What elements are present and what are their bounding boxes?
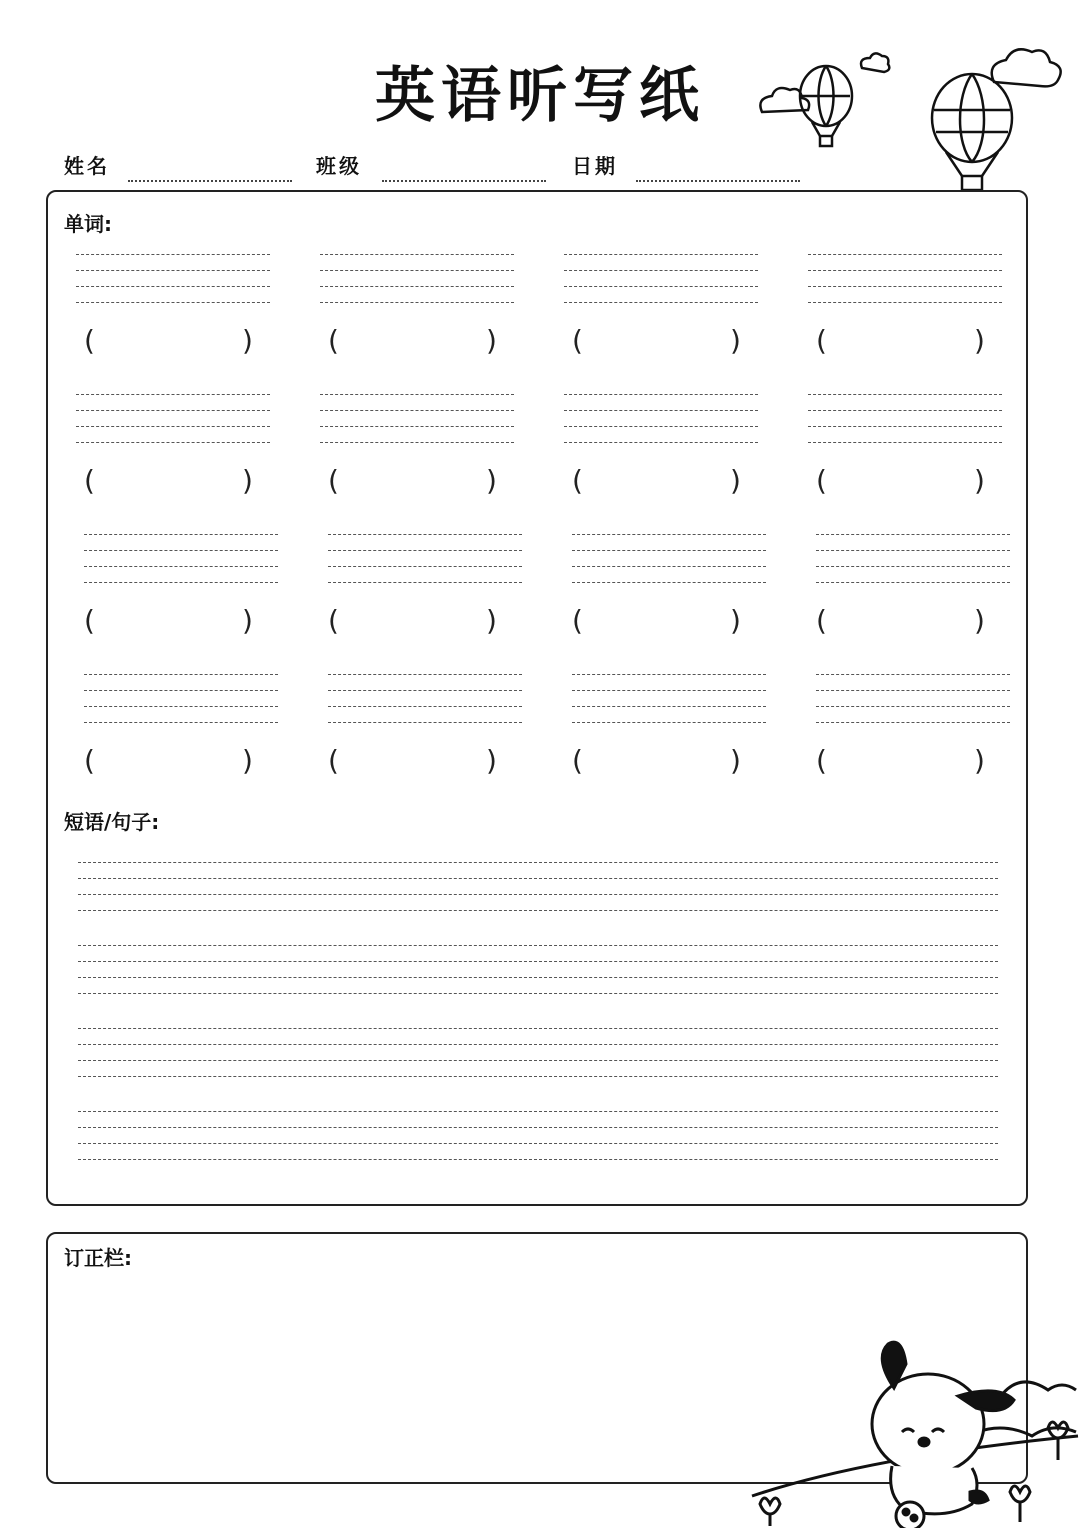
phrase-writing-line[interactable] xyxy=(78,878,998,879)
meaning-paren-close: ) xyxy=(974,604,985,637)
meaning-paren-open: ( xyxy=(816,464,827,497)
word-writing-line[interactable] xyxy=(328,706,522,707)
word-writing-line[interactable] xyxy=(84,582,278,583)
word-writing-line[interactable] xyxy=(816,566,1010,567)
word-writing-line[interactable] xyxy=(320,410,514,411)
meaning-paren-close: ) xyxy=(730,464,741,497)
phrase-writing-line[interactable] xyxy=(78,961,998,962)
phrase-writing-line[interactable] xyxy=(78,910,998,911)
phrase-writing-line[interactable] xyxy=(78,862,998,863)
word-writing-line[interactable] xyxy=(76,254,270,255)
word-writing-line[interactable] xyxy=(816,706,1010,707)
word-writing-line[interactable] xyxy=(564,394,758,395)
word-writing-line[interactable] xyxy=(84,550,278,551)
word-writing-line[interactable] xyxy=(328,550,522,551)
word-writing-line[interactable] xyxy=(84,534,278,535)
phrase-writing-line[interactable] xyxy=(78,1127,998,1128)
word-writing-line[interactable] xyxy=(328,690,522,691)
meaning-paren-open: ( xyxy=(572,324,583,357)
meaning-paren-close: ) xyxy=(486,604,497,637)
phrase-writing-line[interactable] xyxy=(78,977,998,978)
phrase-writing-line[interactable] xyxy=(78,1028,998,1029)
word-writing-line[interactable] xyxy=(320,426,514,427)
meaning-paren-close: ) xyxy=(486,464,497,497)
word-writing-line[interactable] xyxy=(76,302,270,303)
page-title: 英语听写纸 xyxy=(375,61,705,131)
word-writing-line[interactable] xyxy=(76,426,270,427)
meaning-paren-open: ( xyxy=(328,604,339,637)
word-writing-line[interactable] xyxy=(328,722,522,723)
meaning-paren-open: ( xyxy=(328,324,339,357)
word-writing-line[interactable] xyxy=(572,674,766,675)
meaning-paren-close: ) xyxy=(486,324,497,357)
phrase-writing-line[interactable] xyxy=(78,1076,998,1077)
meaning-paren-close: ) xyxy=(242,604,253,637)
name-label: 姓名 xyxy=(64,154,110,178)
word-writing-line[interactable] xyxy=(816,534,1010,535)
phrase-writing-line[interactable] xyxy=(78,1044,998,1045)
word-writing-line[interactable] xyxy=(76,442,270,443)
meaning-paren-open: ( xyxy=(84,324,95,357)
word-writing-line[interactable] xyxy=(808,426,1002,427)
meaning-paren-close: ) xyxy=(242,744,253,777)
word-writing-line[interactable] xyxy=(808,254,1002,255)
word-writing-line[interactable] xyxy=(328,582,522,583)
meaning-paren-close: ) xyxy=(486,744,497,777)
word-writing-line[interactable] xyxy=(572,550,766,551)
date-label: 日期 xyxy=(572,154,618,178)
word-writing-line[interactable] xyxy=(564,302,758,303)
meaning-paren-open: ( xyxy=(328,464,339,497)
word-writing-line[interactable] xyxy=(808,302,1002,303)
word-writing-line[interactable] xyxy=(84,722,278,723)
word-writing-line[interactable] xyxy=(84,706,278,707)
meaning-paren-close: ) xyxy=(730,324,741,357)
phrases-section-label: 短语/句子: xyxy=(64,810,160,834)
cartoon-puppy-with-flowers-icon xyxy=(752,1336,1078,1526)
word-writing-line[interactable] xyxy=(816,722,1010,723)
words-section-label: 单词: xyxy=(64,212,112,236)
correction-section-label: 订正栏: xyxy=(64,1246,132,1270)
word-writing-line[interactable] xyxy=(808,410,1002,411)
word-writing-line[interactable] xyxy=(84,566,278,567)
dictation-panel xyxy=(46,190,1028,1206)
word-writing-line[interactable] xyxy=(320,286,514,287)
word-writing-line[interactable] xyxy=(76,270,270,271)
word-writing-line[interactable] xyxy=(328,534,522,535)
word-writing-line[interactable] xyxy=(816,674,1010,675)
word-writing-line[interactable] xyxy=(564,426,758,427)
word-writing-line[interactable] xyxy=(564,410,758,411)
word-writing-line[interactable] xyxy=(76,286,270,287)
word-writing-line[interactable] xyxy=(808,442,1002,443)
word-writing-line[interactable] xyxy=(84,690,278,691)
word-writing-line[interactable] xyxy=(76,394,270,395)
phrase-writing-line[interactable] xyxy=(78,1159,998,1160)
word-writing-line[interactable] xyxy=(320,270,514,271)
meaning-paren-close: ) xyxy=(974,324,985,357)
meaning-paren-open: ( xyxy=(816,744,827,777)
word-writing-line[interactable] xyxy=(816,582,1010,583)
word-writing-line[interactable] xyxy=(572,690,766,691)
word-writing-line[interactable] xyxy=(816,690,1010,691)
meaning-paren-close: ) xyxy=(974,744,985,777)
name-field[interactable] xyxy=(128,180,292,182)
meaning-paren-open: ( xyxy=(84,744,95,777)
meaning-paren-open: ( xyxy=(816,604,827,637)
meaning-paren-close: ) xyxy=(730,604,741,637)
word-writing-line[interactable] xyxy=(816,550,1010,551)
word-writing-line[interactable] xyxy=(564,286,758,287)
meaning-paren-open: ( xyxy=(328,744,339,777)
meaning-paren-open: ( xyxy=(572,464,583,497)
word-writing-line[interactable] xyxy=(572,534,766,535)
phrase-writing-line[interactable] xyxy=(78,945,998,946)
class-label: 班级 xyxy=(316,154,362,178)
class-field[interactable] xyxy=(382,180,546,182)
phrase-writing-line[interactable] xyxy=(78,1143,998,1144)
word-writing-line[interactable] xyxy=(564,442,758,443)
meaning-paren-close: ) xyxy=(730,744,741,777)
word-writing-line[interactable] xyxy=(808,270,1002,271)
word-writing-line[interactable] xyxy=(320,394,514,395)
word-writing-line[interactable] xyxy=(320,254,514,255)
word-writing-line[interactable] xyxy=(328,674,522,675)
phrase-writing-line[interactable] xyxy=(78,993,998,994)
word-writing-line[interactable] xyxy=(564,270,758,271)
meaning-paren-open: ( xyxy=(572,604,583,637)
word-writing-line[interactable] xyxy=(572,706,766,707)
word-writing-line[interactable] xyxy=(564,254,758,255)
meaning-paren-close: ) xyxy=(242,324,253,357)
word-writing-line[interactable] xyxy=(328,566,522,567)
word-writing-line[interactable] xyxy=(572,566,766,567)
hot-air-balloons-and-clouds-icon xyxy=(750,40,1070,200)
meaning-paren-open: ( xyxy=(84,604,95,637)
meaning-paren-close: ) xyxy=(242,464,253,497)
word-writing-line[interactable] xyxy=(320,302,514,303)
meaning-paren-open: ( xyxy=(816,324,827,357)
word-writing-line[interactable] xyxy=(320,442,514,443)
meaning-paren-open: ( xyxy=(84,464,95,497)
word-writing-line[interactable] xyxy=(808,394,1002,395)
meaning-paren-close: ) xyxy=(974,464,985,497)
word-writing-line[interactable] xyxy=(572,582,766,583)
phrase-writing-line[interactable] xyxy=(78,1060,998,1061)
word-writing-line[interactable] xyxy=(572,722,766,723)
word-writing-line[interactable] xyxy=(76,410,270,411)
word-writing-line[interactable] xyxy=(84,674,278,675)
word-writing-line[interactable] xyxy=(808,286,1002,287)
phrase-writing-line[interactable] xyxy=(78,894,998,895)
phrase-writing-line[interactable] xyxy=(78,1111,998,1112)
meaning-paren-open: ( xyxy=(572,744,583,777)
